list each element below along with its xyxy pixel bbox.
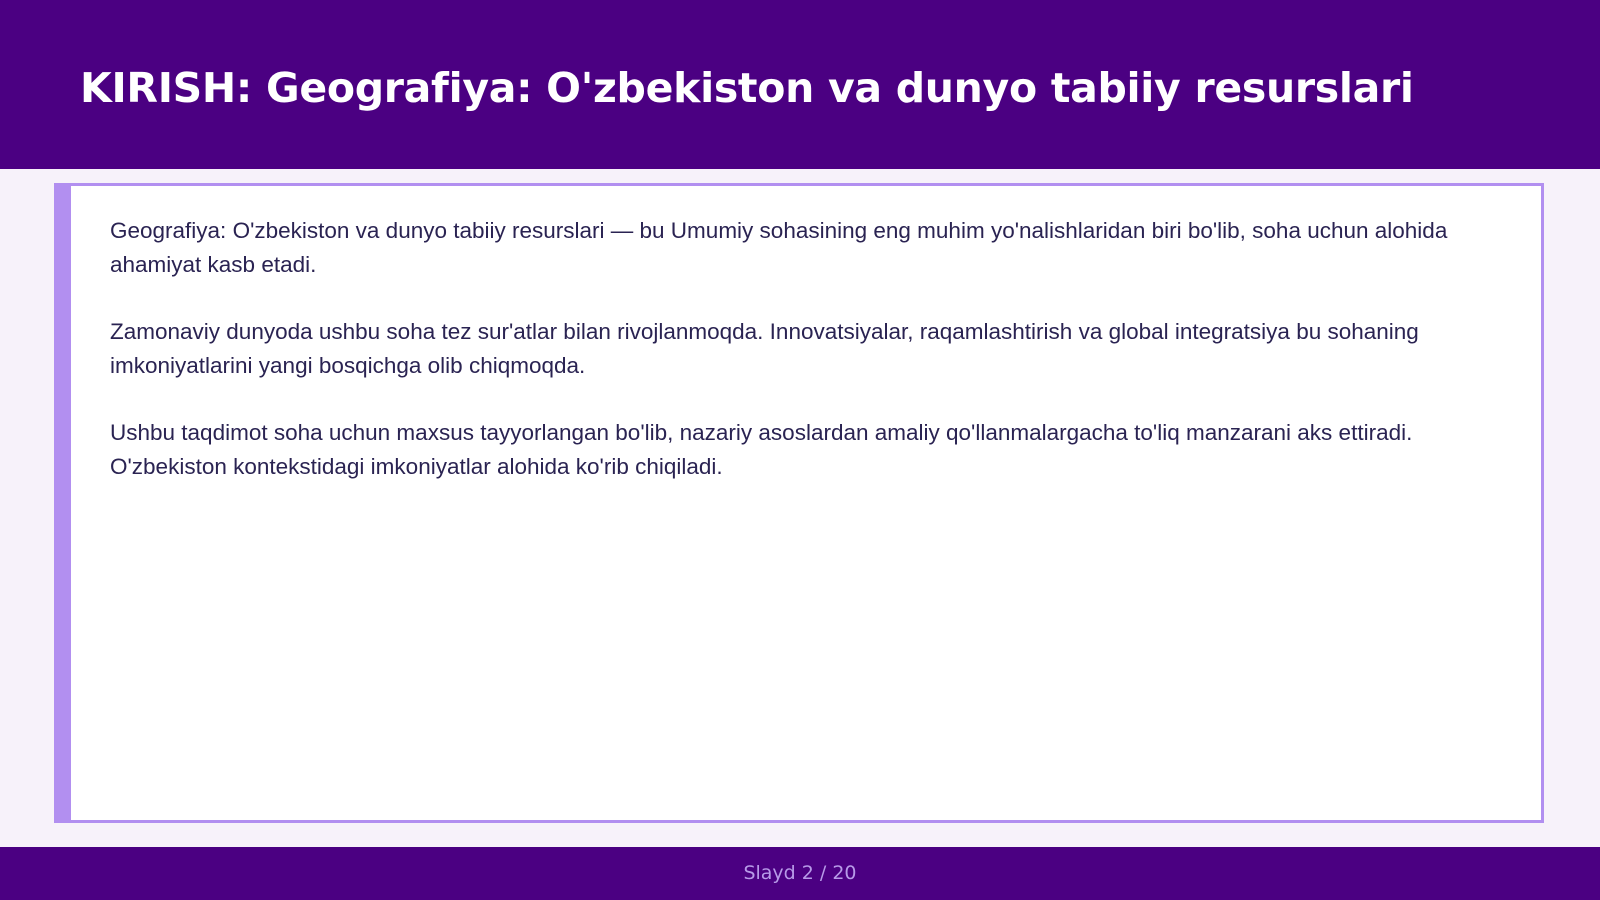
slide-footer (0, 847, 1600, 900)
slide-title: KIRISH: Geografiya: O'zbekiston va dunyo tabiiy resurslari (80, 64, 1414, 112)
content-paragraphs (110, 214, 1490, 517)
intro-paragraph: Geografiya: O'zbekiston va dunyo tabiiy resurslari — bu Umumiy sohasining eng muhim yo'nalishlaridan biri bo'lib, soha uchun alohida ahamiyat kasb etadi. (110, 218, 1448, 277)
presentation-purpose-paragraph: Ushbu taqdimot soha uchun maxsus tayyorlangan bo'lib, nazariy asoslardan amaliy qo'llanmalargacha to'liq manzarani aks ettiradi. O'zbekiston kontekstidagi imkoniyatlar alohida ko'rib chiqiladi. (110, 420, 1413, 479)
slide-header (0, 0, 1600, 169)
slide-counter: Slayd 2 / 20 (743, 862, 857, 884)
modern-world-paragraph: Zamonaviy dunyoda ushbu soha tez sur'atlar bilan rivojlanmoqda. Innovatsiyalar, raqamlashtirish va global integratsiya bu sohaning imkoniyatlarini yangi bosqichga olib chiqmoqda. (110, 319, 1419, 378)
content-card (54, 183, 1544, 823)
